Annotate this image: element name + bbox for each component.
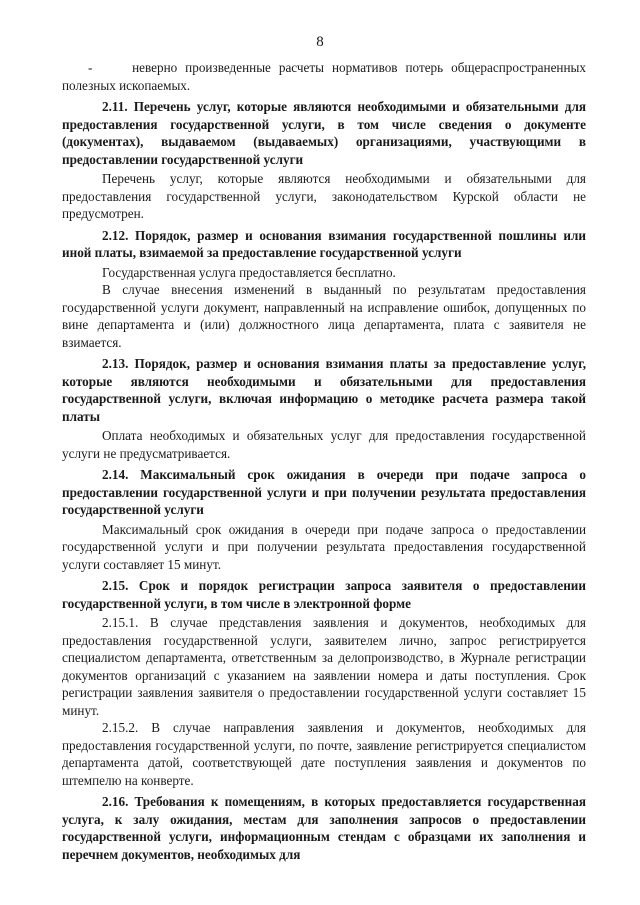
section-heading-2-11: 2.11. Перечень услуг, которые являются необходимыми и обязательными для предоставления государственной услуги, в том числе сведения о документе (документах), выдаваемом (выдаваемых) организациями, участвующими в предоставлении государственной услуги: [62, 99, 586, 167]
section-heading-2-13: 2.13. Порядок, размер и основания взимания платы за предоставление услуг, которые являются необходимыми и обязательными для предоставления государственной услуги, включая информацию о методике расчета размера такой платы: [62, 356, 586, 424]
paragraph-2-15-1: 2.15.1. В случае представления заявления и документов, необходимых для предоставления государственной услуги, заявителем лично, запрос регистрируется специалистом департамента, ответственным за делопроизводство, в Журнале регистрации документов организаций с указанием на заявлении номера и даты поступления. Срок регистрации заявления заявителя о предоставлении государственной услуги составляет 15 минут.: [62, 615, 586, 718]
page-number: 8: [316, 34, 324, 50]
document-body: [62, 59, 586, 865]
section-heading-2-14: 2.14. Максимальный срок ожидания в очереди при подаче запроса о предоставлении государственной услуги и при получении результата предоставления государственной услуги: [62, 467, 586, 517]
section-heading-2-15: 2.15. Срок и порядок регистрации запроса заявителя о предоставлении государственной услуги, в том числе в электронной форме: [62, 578, 586, 611]
paragraph-dash-item: - неверно произведенные расчеты нормативов потерь общераспространенных полезных ископаемых.: [62, 60, 586, 93]
paragraph-2-13-text: Оплата необходимых и обязательных услуг для предоставления государственной услуги не предусматривается.: [62, 428, 586, 461]
paragraph-2-11-text: Перечень услуг, которые являются необходимыми и обязательными для предоставления государственной услуги, законодательством Курской области не предусмотрен.: [62, 171, 586, 221]
paragraph-2-14-text: Максимальный срок ожидания в очереди при подаче запроса о предоставлении государственной услуги и при получении результата предоставления государственной услуги составляет 15 минут.: [62, 521, 586, 572]
paragraph-2-15-2: 2.15.2. В случае направления заявления и документов, необходимых для предоставления государственной услуги, по почте, заявление регистрируется специалистом департамента датой, соответствующей дате поступления заявления и документов по штемпелю на конверте.: [62, 720, 586, 788]
section-heading-2-12: 2.12. Порядок, размер и основания взимания государственной пошлины или иной платы, взимаемой за предоставление государственной услуги: [62, 227, 586, 260]
paragraph-2-12-changes: В случае внесения изменений в выданный по результатам предоставления государственной услуги документ, направленный на исправление ошибок, допущенных по вине департамента и (или) должностного лица департамента, плата с заявителя не взимается.: [62, 282, 586, 350]
section-heading-2-16: 2.16. Требования к помещениям, в которых предоставляется государственная услуга, к залу ожидания, местам для заполнения запросов о предоставлении государственной услуги, информационным стендам с образцами их заполнения и перечнем документов, необходимых для: [62, 794, 586, 862]
paragraph-2-12-free: Государственная услуга предоставляется бесплатно.: [102, 264, 396, 280]
